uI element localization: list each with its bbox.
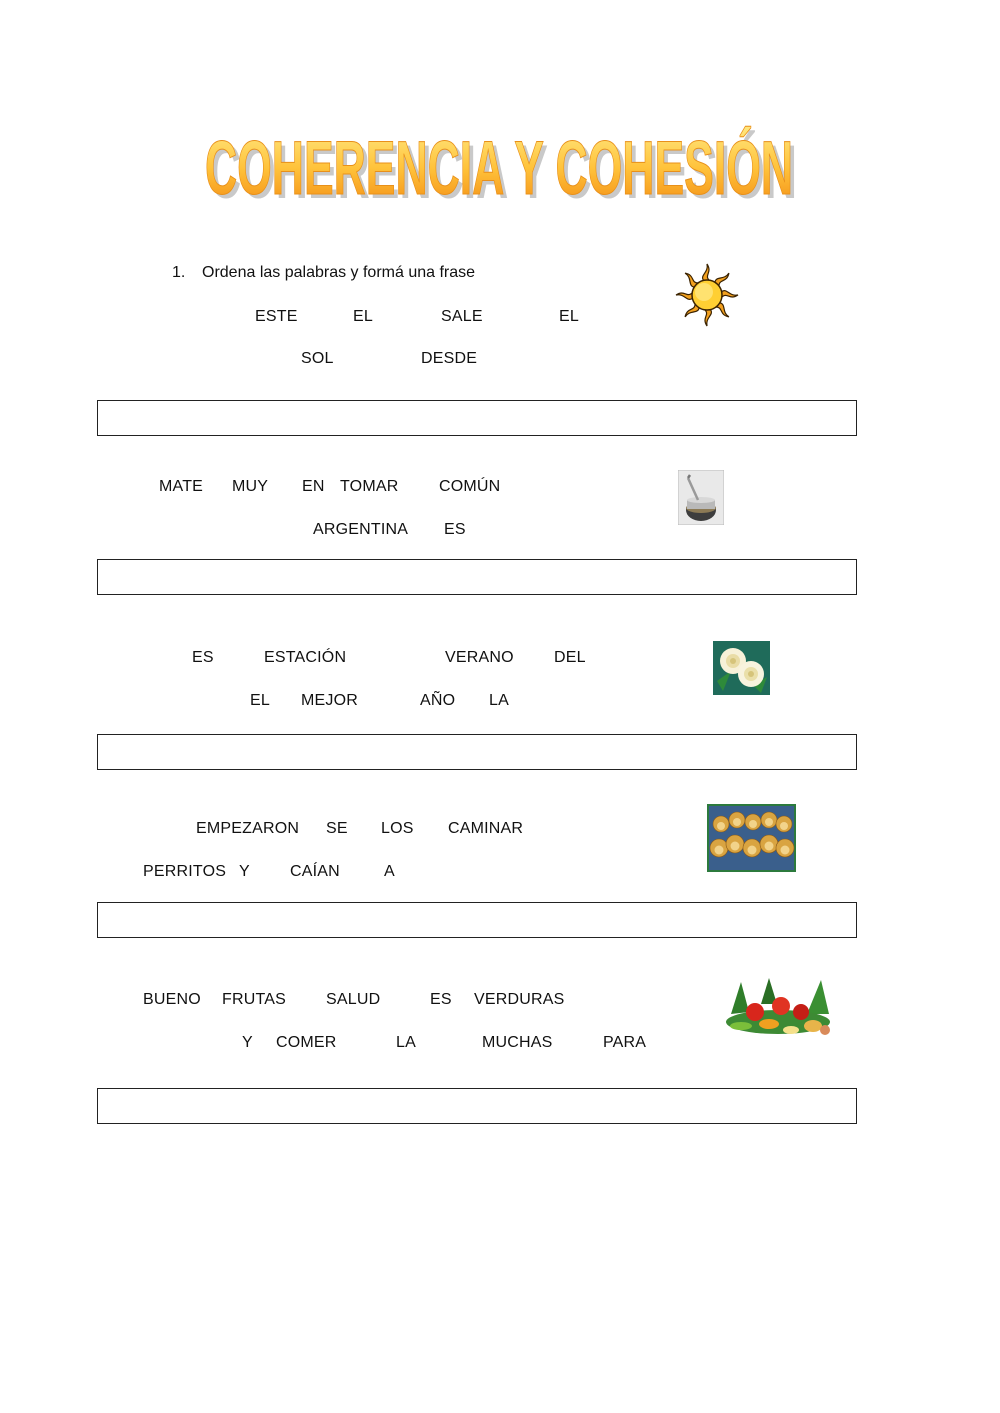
vegetables-icon — [721, 974, 836, 1040]
word-tile: FRUTAS — [222, 991, 287, 1008]
word-tile: SALUD — [326, 991, 381, 1008]
word-tile: SE — [326, 820, 348, 837]
word-tile: ESTE — [255, 308, 298, 325]
word-tile: MUY — [232, 478, 269, 495]
word-tile: SALE — [441, 308, 483, 325]
instruction-number: 1. — [172, 264, 186, 281]
word-tile: EL — [250, 692, 270, 709]
word-tile: EMPEZARON — [196, 820, 300, 837]
word-tile: EL — [559, 308, 579, 325]
title-text: COHERENCIA Y COHESIÓN — [205, 126, 793, 210]
word-tile: COMER — [276, 1034, 337, 1051]
word-tile: COMÚN — [439, 478, 501, 495]
word-tile: EL — [353, 308, 373, 325]
answer-field[interactable] — [97, 400, 857, 436]
answer-field[interactable] — [97, 559, 857, 595]
word-tile: ARGENTINA — [313, 521, 409, 538]
word-tile: MATE — [159, 478, 204, 495]
word-tile: SOL — [301, 350, 334, 367]
word-tile: MEJOR — [301, 692, 358, 709]
word-tile: DEL — [554, 649, 586, 666]
word-tile: LA — [489, 692, 509, 709]
answer-field[interactable] — [97, 902, 857, 938]
sun-icon — [674, 262, 740, 328]
word-tile: CAMINAR — [448, 820, 524, 837]
word-tile: AÑO — [420, 692, 456, 709]
puppies-icon — [707, 804, 796, 872]
instruction — [172, 264, 475, 282]
answer-field[interactable] — [97, 1088, 857, 1124]
word-tile: MUCHAS — [482, 1034, 553, 1051]
word-tile: ES — [430, 991, 452, 1008]
word-tile: PARA — [603, 1034, 647, 1051]
word-tile: Y — [239, 863, 250, 880]
word-tile: A — [384, 863, 395, 880]
page-title — [0, 118, 1000, 210]
word-tile: LA — [396, 1034, 416, 1051]
white-roses-icon — [713, 641, 770, 695]
word-tile: PERRITOS — [143, 863, 227, 880]
word-tile: CAÍAN — [290, 863, 340, 880]
word-tile: LOS — [381, 820, 414, 837]
answer-field[interactable] — [97, 734, 857, 770]
word-tile: VERANO — [445, 649, 514, 666]
title-shadow: COHERENCIA Y COHESIÓN — [209, 130, 797, 210]
word-tile: ESTACIÓN — [264, 649, 347, 666]
mate-cup-icon — [678, 470, 724, 525]
word-tile: ES — [192, 649, 214, 666]
word-tile: DESDE — [421, 350, 478, 367]
word-tile: ES — [444, 521, 466, 538]
word-tile: Y — [242, 1034, 253, 1051]
word-tile: VERDURAS — [474, 991, 565, 1008]
word-tile: BUENO — [143, 991, 201, 1008]
word-tile: TOMAR — [340, 478, 399, 495]
word-tile: EN — [302, 478, 325, 495]
instruction-text: Ordena las palabras y formá una frase — [202, 264, 476, 281]
